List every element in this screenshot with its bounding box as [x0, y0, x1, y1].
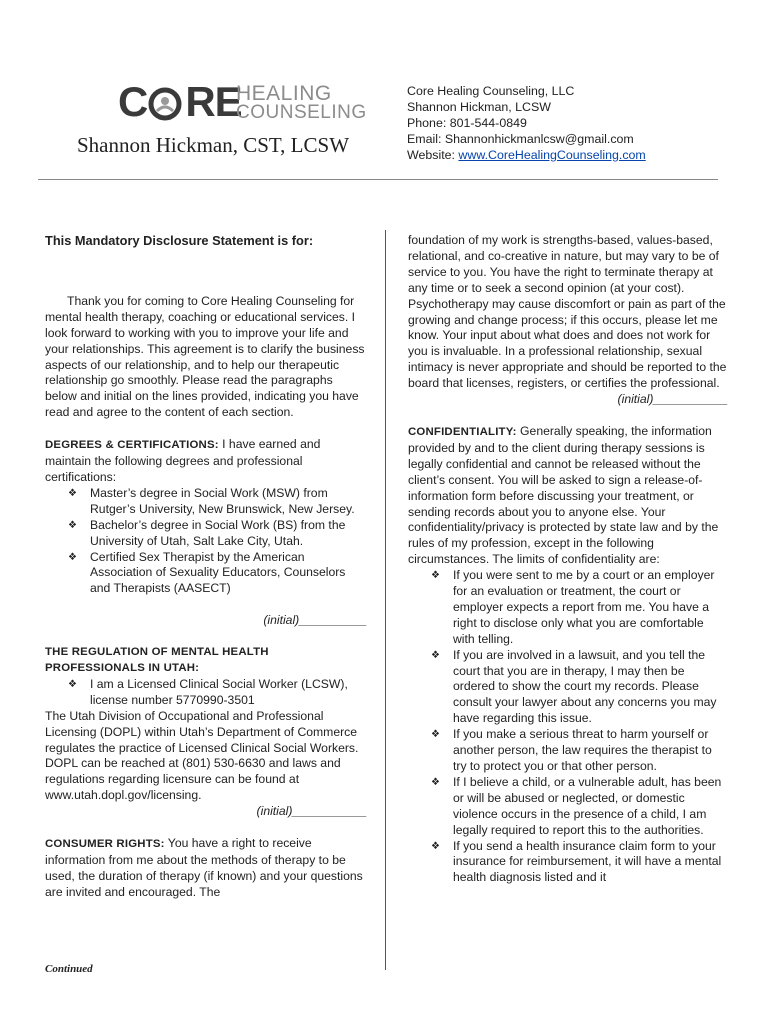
diamond-bullet-icon: ❖: [68, 519, 77, 531]
right-column: [408, 233, 728, 886]
regulation-list: [45, 677, 367, 709]
diamond-bullet-icon: ❖: [431, 840, 440, 852]
consumer-rights-text: You have a right to receive information from me about the methods of therapy to be used, the duration of therapy (if known) and your questions are invited and encouraged. The: [45, 836, 363, 899]
degrees-text: I have earned and maintain the following degrees and professional certifications:: [45, 437, 321, 484]
consumer-rights-continued: foundation of my work is strengths-based, values-based, relational, and co-creative in nature, but may vary to be of service to you. You have the right to terminate therapy at any time or to seek a second opinion (at your cost). Psychotherapy may cause discomfort or pain as part of the growing and change process; if this occurs, please let me know. Your input about what does and does not work for you is invaluable. In a professional relationship, sexual intimacy is never appropriate and should be reported to the board that licenses, registers, or certifies the professional.: [408, 233, 727, 391]
diamond-bullet-icon: ❖: [68, 551, 77, 563]
list-item: ❖ If you are involved in a lawsuit, and you tell the court that you are in therapy, I may then be ordered to show the court my records. Please consult your lawyer about any concerns you may have regarding this issue.: [431, 647, 717, 726]
diamond-bullet-icon: ❖: [431, 570, 440, 582]
regulation-paragraph: The Utah Division of Occupational and Professional Licensing (DOPL) within Utah’s Department of Commerce regulates the practice of Licensed Clinical Social Workers. DOPL can be reached at (801) 530-6630 and laws and regulations regarding licensure can be found at www.utah.dopl.gov/licensing.: [45, 708, 359, 803]
list-item: ❖ If you were sent to me by a court or an employer for an evaluation or treatment, the court or employer expects a report from me. You have a right to disclose only what you are comfortable with telling.: [431, 568, 715, 646]
consumer-rights-label: CONSUMER RIGHTS:: [45, 838, 165, 851]
list-item: ❖ Bachelor’s degree in Social Work (BS) from the University of Utah, Salt Lake City, Utah.: [68, 517, 346, 548]
confidentiality-label: CONFIDENTIALITY:: [408, 425, 517, 438]
diamond-bullet-icon: ❖: [431, 649, 440, 661]
column-divider: [385, 230, 386, 970]
contact-block: [407, 83, 646, 163]
list-item: ❖ I am a Licensed Clinical Social Worker (LCSW), license number 5770990-3501: [68, 676, 348, 707]
list-item: ❖ If you make a serious threat to harm yourself or another person, the law requires the therapist to try to protect you or that other person.: [431, 727, 712, 773]
contact-email: Email: Shannonhickmanlcsw@gmail.com: [407, 132, 634, 146]
initial-line-consumer[interactable]: (initial)___________: [617, 392, 728, 407]
diamond-bullet-icon: ❖: [431, 776, 440, 788]
confidentiality-limits-list: [408, 568, 728, 886]
logo-ring-icon: [148, 87, 182, 121]
practice-name: Core Healing Counseling, LLC: [407, 84, 575, 98]
list-item: ❖ If I believe a child, or a vulnerable adult, has been or will be abused or neglected, or domestic violence occurs in the presence of a child, I am legally required to report this to the authorities.: [431, 774, 722, 837]
confidentiality-paragraph: [408, 424, 728, 568]
website-label: Website:: [407, 148, 459, 162]
consumer-rights-paragraph: [45, 836, 367, 901]
logo-healing-text: HEALING: [236, 82, 332, 105]
statement-title: This Mandatory Disclosure Statement is for:: [45, 233, 314, 248]
degrees-label: DEGREES & CERTIFICATIONS:: [45, 439, 219, 452]
initial-line-degrees[interactable]: (initial)__________: [263, 613, 367, 628]
diamond-bullet-icon: ❖: [68, 678, 77, 690]
contact-phone: Phone: 801-544-0849: [407, 116, 527, 130]
confidentiality-text: Generally speaking, the information provided by and to the client during therapy sessions is legally confidential and cannot be released without the client’s consent. You will be asked to sign a release-of-information form before discussing your treatment, or sending records about you to anyone else. Your confidentiality/privacy is protected by state law and by the rules of my profession, except in the following circumstances. The limits of confidentiality are:: [408, 423, 719, 567]
contact-website-row: [407, 147, 646, 163]
degrees-paragraph: [45, 437, 367, 486]
logo-counseling-text: COUNSELING: [236, 102, 367, 123]
header-divider: [38, 179, 718, 180]
list-item: ❖ Certified Sex Therapist by the American Association of Sexuality Educators, Counselors and Therapists (AASECT): [68, 549, 346, 596]
website-link[interactable]: www.CoreHealingCounseling.com: [458, 148, 646, 162]
diamond-bullet-icon: ❖: [68, 487, 77, 499]
degrees-list: [45, 486, 367, 597]
core-healing-logo: [118, 78, 378, 126]
regulation-label: THE REGULATION OF MENTAL HEALTH PROFESSIONALS IN UTAH:: [45, 646, 269, 675]
contact-name: Shannon Hickman, LCSW: [407, 100, 551, 114]
continued-note: Continued: [45, 963, 93, 975]
intro-paragraph: Thank you for coming to Core Healing Counseling for mental health therapy, coaching or educational services. I look forward to working with you to improve your life and your relationships. This agreement is to clarify the business aspects of our relationship, and to help our therapeutic relationship go smoothly. Please read the paragraphs below and initial on the lines provided, indicating you have read and agree to the content of each section.: [45, 293, 365, 420]
clinician-name: Shannon Hickman, CST, LCSW: [77, 133, 350, 157]
diamond-bullet-icon: ❖: [431, 729, 440, 741]
initial-line-regulation[interactable]: (initial)___________: [256, 804, 367, 819]
list-item: ❖ Master’s degree in Social Work (MSW) from Rutger’s University, New Brunswick, New Jersey.: [68, 485, 355, 516]
logo-core-text: C RE: [118, 78, 242, 125]
list-item: ❖ If you send a health insurance claim form to your insurance for reimbursement, it will have a mental health diagnosis listed and it: [431, 838, 722, 885]
left-column: [45, 233, 367, 901]
